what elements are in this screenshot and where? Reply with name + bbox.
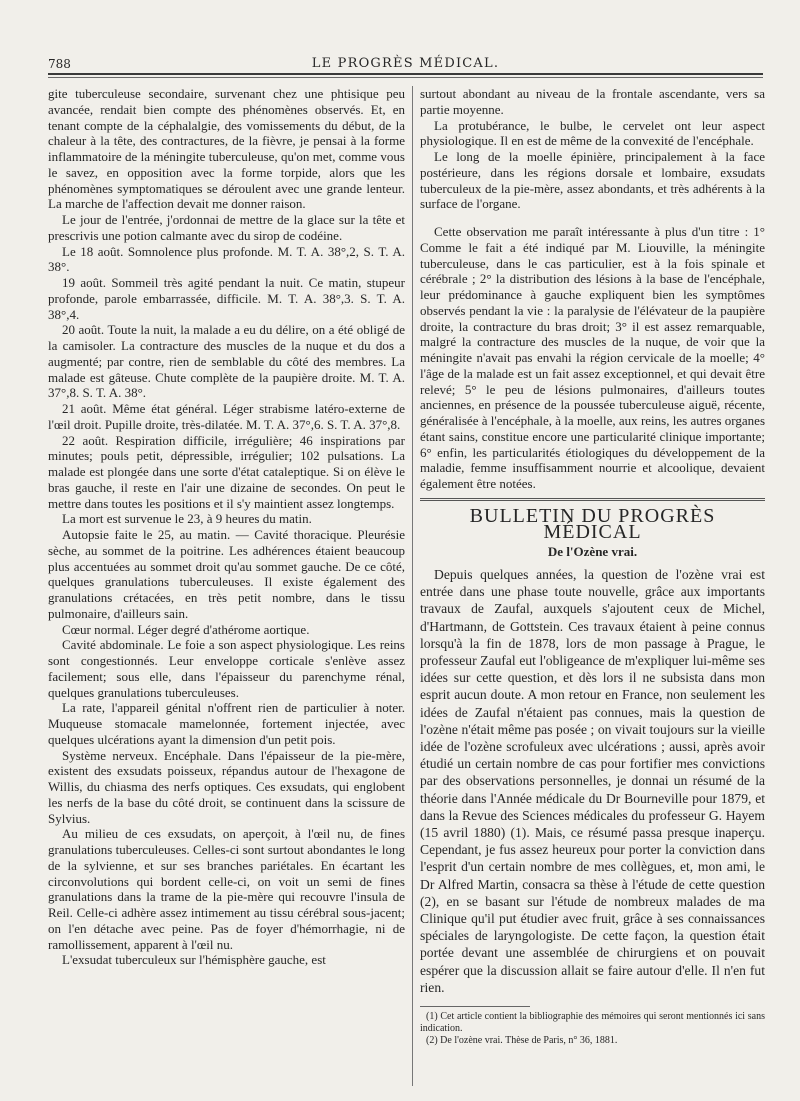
paragraph: Au milieu de ces exsudats, on aperçoit, à l'œil nu, de fines granulations tuberculeuses. Celles-ci sont surtout abondantes le long de la sylvienne, et sur ses branches pariétales. En écartant les circonvolutions qui bordent celle-ci, on voit un semi de fines granulations dans la trame de la pie-mère qui recouvre l'insula de Reil. Celle-ci adhère assez intimement au tissu cérébral sous-jacent; on l'en détache avec peine. Pas de foyer d'hémorrhagie, ni de ramollissement, apparent à l'œil nu.: [48, 826, 405, 952]
paragraph: La rate, l'appareil génital n'offrent rien de particulier à noter. Muqueuse stomacale mamelonnée, fortement injectée, avec quelques ulcérations ayant la dimension d'un petit pois.: [48, 700, 405, 747]
paragraph: La mort est survenue le 23, à 9 heures du matin.: [62, 511, 312, 527]
section-rule: [420, 498, 765, 501]
paragraph: 22 août. Respiration difficile, irrégulière; 46 inspirations par minutes; pouls petit, dépressible, irrégulier; 102 pulsations. La malade est plongée dans une sorte d'état cataleptique. Si on élève le bras gauche, il reste en l'air une dizaine de secondes. On peut le mettre dans toutes les positions et il s'y maintient assez longtemps.: [48, 432, 405, 511]
paragraph: Cette observation me paraît intéressante à plus d'un titre : 1° Comme le fait a été indiqué par M. Liouville, la méningite tuberculeuse, dans le cas particulier, est à la fois spinale et cérébrale ; 2° la distribution des lésions à la base de l'encéphale, leur prédominance à gauche expliquent bien les symptômes observés pendant la vie : la paralysie de l'élévateur de la paupière droite, la contracture du bras droit; 3° il est assez remarquable, malgré la contracture des muscles de la nuque, de voir que la méningite n'avait pas envahi la région cervicale de la moelle; 4° l'âge de la malade est un fait assez exceptionnel, et qui devait être relevé; 5° le peu de lésions pulmonaires, d'ailleurs toutes anciennes, en présence de la poussée tuberculeuse aiguë, récente, généralisée à l'encéphale, à la moelle, aux reins, les autres organes étant sains, constitue encore une particularité clinique importante; 6° enfin, les particularités étiologiques du développement de la maladie, femme insuffisamment nourrie et alcoolique, devaient également être notées.: [420, 224, 765, 491]
header-rule-thin: [48, 77, 763, 78]
header-rule: [48, 73, 763, 75]
bulletin-paragraph: Depuis quelques années, la question de l'ozène vrai est entrée dans une phase toute nouvelle, grâce aux importants travaux de Zaufal, auxquels s'ajoutent ceux de Michel, d'Hartmann, de Gottstein. Ces travaux étaient à peine connus lorsqu'à la fin de 1878, lors de mon passage à Prague, le professeur Zaufal eut l'obligeance de m'expliquer lui-même ses idées sur cette question, et dès lors il ne subsista dans mon esprit aucun doute. A mon retour en France, non seulement les idées de Zaufal n'étaient pas connues, mais la question de l'ozène n'était même pas posée ; on vivait toujours sur la vieille idée de l'ozène scrofuleux avec ulcérations ; aussi, après avoir étudié un certain nombre de cas pour fortifier mes convictions par des observations personnelles, je donnai un résumé de la théorie dans l'Année médicale du Dr Bourneville pour 1879, et dans la Revue des Sciences médicales du professeur G. Hayem (15 avril 1880) (1). Mais, ce résumé passa presque inaperçu. Cependant, je fus assez heureux pour porter la conviction dans l'esprit d'un certain nombre de mes collègues, et, mon ami, le Dr Alfred Martin, consacra sa thèse à l'étude de cette question (2), en se basant sur l'étude de nombreux malades de ma Clinique qu'il put étudier avec fruit, grâce à ses connaissances spéciales de laryngologiste. De cette façon, la question était portée devant une assemblée de chirurgiens et on pouvait espérer que la discussion allait se faire autour d'elle. Il n'en fut rien.: [420, 567, 765, 995]
running-title: LE PROGRÈS MÉDICAL.: [311, 56, 500, 71]
footnote: (2) De l'ozène vrai. Thèse de Paris, n° 36, 1881.: [426, 1035, 618, 1047]
paragraph: surtout abondant au niveau de la frontale ascendante, vers sa partie moyenne.: [420, 86, 765, 117]
paragraph: 19 août. Sommeil très agité pendant la nuit. Ce matin, stupeur profonde, parole embarrassée, difficile. M. T. A. 38°,3. S. T. A. 38°,4.: [48, 275, 405, 322]
paragraph: Le 18 août. Somnolence plus profonde. M. T. A. 38°,2, S. T. A. 38°.: [48, 243, 405, 275]
bulletin-subtitle: De l'Ozène vrai.: [547, 544, 638, 560]
right-column: [420, 86, 765, 1047]
footnote-rule: [420, 1006, 530, 1007]
paragraph: gite tuberculeuse secondaire, survenant chez une phtisique peu avancée, rendait bien compte des phénomènes observés. Et, en tenant compte de la céphalalgie, des vomissements du début, de la chaleur à la tête, des contractures, de la fièvre, je pensai à la forme inflammatoire de la méningite tuberculeuse, qu'on met, comme vous le savez, en opposition avec la forme torpide, alors que les phénomènes symptomatiques se déroulent avec une grande lenteur. La marche de l'affection devait me donner raison.: [48, 86, 405, 212]
left-column: [48, 86, 405, 968]
bulletin-title: BULLETIN DU PROGRÈS MÉDICAL: [469, 504, 716, 543]
paragraph: L'exsudat tuberculeux sur l'hémisphère gauche, est: [62, 952, 326, 968]
paragraph: 20 août. Toute la nuit, la malade a eu du délire, on a été obligé de la camisoler. La contracture des muscles de la nuque et du dos a augmenté; par contre, rien de semblable du côté des membres. La malade est gâteuse. Chute complète de la paupière droite. M. T. A. 37°,8. S. T. A. 38°.: [48, 322, 405, 401]
paragraph: Autopsie faite le 25, au matin. — Cavité thoracique. Pleurésie sèche, au sommet de la poitrine. Les adhérences étaient beaucoup plus accentuées au sommet droit qu'au sommet gauche. De ce côté, quelques granulations tuberculeuses. Il existe également des granulations crétacées, en très petit nombre, dans le tissu pulmonaire, d'ailleurs sain.: [48, 527, 405, 621]
footnote: (1) Cet article contient la bibliographie des mémoires qui seront mentionnés ici sans indication.: [420, 1011, 765, 1035]
page-number: 788: [48, 57, 71, 71]
paragraph: La protubérance, le bulbe, le cervelet ont leur aspect physiologique. Il en est de même de la convexité de l'encéphale.: [420, 117, 765, 149]
paragraph: 21 août. Même état général. Léger strabisme latéro-externe de l'œil droit. Pupille droite, très-dilatée. M. T. A. 37°,6. S. T. A. 37°,8.: [48, 401, 405, 432]
paragraph: Cœur normal. Léger degré d'athérome aortique.: [62, 621, 310, 637]
paragraph: Le jour de l'entrée, j'ordonnai de mettre de la glace sur la tête et prescrivis une potion calmante avec du sirop de codéine.: [48, 212, 405, 243]
column-divider: [412, 86, 413, 1086]
paragraph: Cavité abdominale. Le foie a son aspect physiologique. Les reins sont congestionnés. Leur enveloppe corticale s'enlève assez facilement; sous elle, dans l'épaisseur du parenchyme rénal, quelques granulations tuberculeuses.: [48, 637, 405, 700]
paragraph: Système nerveux. Encéphale. Dans l'épaisseur de la pie-mère, existent des exsudats poisseux, répandus autour de l'hexagone de Willis, du chiasma des nerfs optiques. Ces exsudats, qui englobent les nerfs de la base du côté droit, se continuent dans la scissure de Sylvius.: [48, 747, 405, 826]
paragraph: Le long de la moelle épinière, principalement à la face postérieure, dans les régions dorsale et lombaire, exsudats tuberculeux de la pie-mère, assez abondants, et très adhérents à la surface de l'organe.: [420, 149, 765, 212]
